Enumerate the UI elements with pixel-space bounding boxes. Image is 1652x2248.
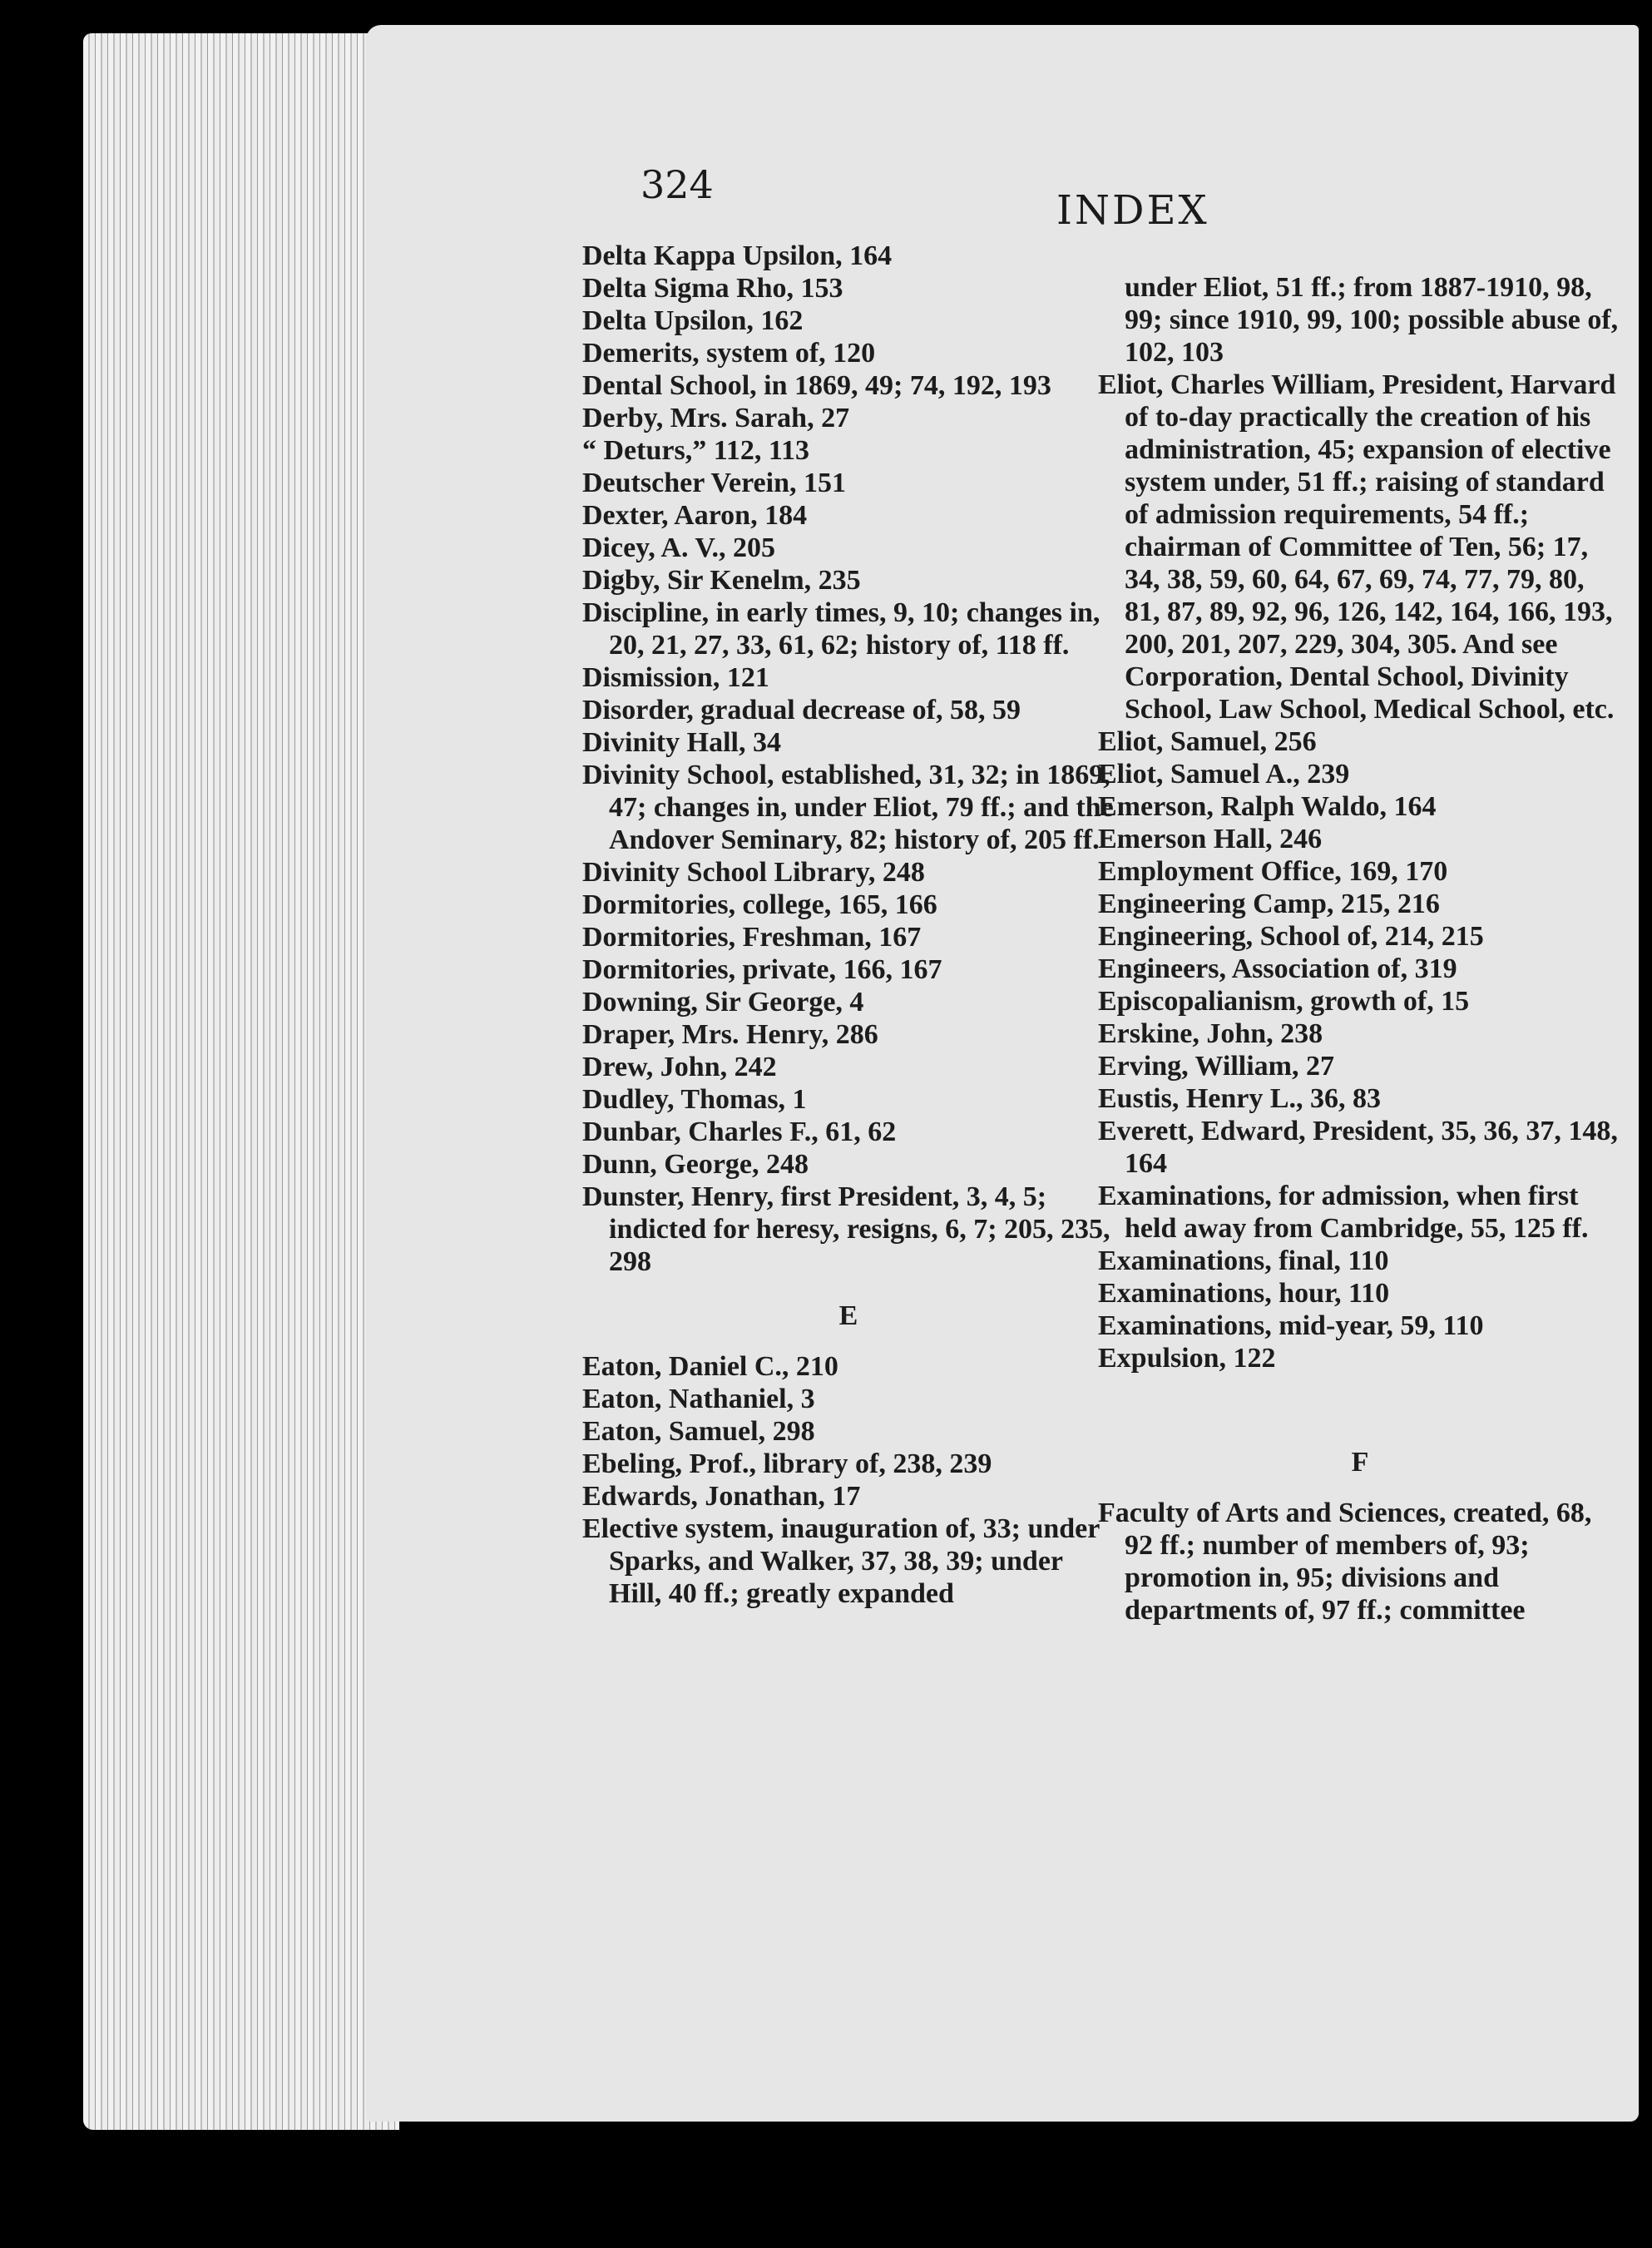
section-letter-e: E [838, 1300, 858, 1331]
book-page-edges [83, 33, 399, 2130]
section-letter-f: F [1351, 1447, 1369, 1478]
index-entry: Everett, Edward, President, 35, 36, 37, 148, 164 [1098, 1116, 1618, 1179]
index-entry: Employment Office, 169, 170 [1098, 856, 1448, 887]
index-entry: Engineering Camp, 215, 216 [1098, 889, 1440, 919]
index-entry: Digby, Sir Kenelm, 235 [582, 565, 861, 596]
index-entry: Downing, Sir George, 4 [582, 987, 864, 1018]
index-entry: Disorder, gradual decrease of, 58, 59 [582, 695, 1021, 725]
index-entry: Deutscher Verein, 151 [582, 468, 847, 498]
index-entry: Eaton, Samuel, 298 [582, 1416, 815, 1447]
index-entry: Erving, William, 27 [1098, 1051, 1335, 1082]
index-entry: Delta Kappa Upsilon, 164 [582, 240, 893, 271]
index-entry: Discipline, in early times, 9, 10; changes in, 20, 21, 27, 33, 61, 62; history of, 118 ff. [582, 597, 1101, 661]
index-column-right [1098, 271, 1622, 1627]
index-entry: Derby, Mrs. Sarah, 27 [582, 403, 850, 433]
index-entry: Divinity School Library, 248 [582, 857, 925, 888]
index-entries-e [582, 1350, 1115, 1610]
index-entry: Draper, Mrs. Henry, 286 [582, 1019, 878, 1050]
index-entry: Eliot, Samuel, 256 [1098, 726, 1317, 757]
index-entry: Dental School, in 1869, 49; 74, 192, 193 [582, 370, 1051, 401]
index-entries-e-continued [1098, 369, 1622, 1374]
index-entry: Emerson Hall, 246 [1098, 824, 1323, 854]
index-entry: Divinity Hall, 34 [582, 727, 781, 758]
index-entry: Dismission, 121 [582, 662, 769, 693]
index-entry: Examinations, mid-year, 59, 110 [1098, 1310, 1484, 1341]
index-entry: Emerson, Ralph Waldo, 164 [1098, 791, 1437, 822]
page-title: INDEX [1056, 187, 1209, 234]
index-entry: Eustis, Henry L., 36, 83 [1098, 1083, 1382, 1114]
index-entry: Ebeling, Prof., library of, 238, 239 [582, 1448, 992, 1479]
index-entry: Delta Sigma Rho, 153 [582, 273, 843, 304]
index-entry: Examinations, final, 110 [1098, 1245, 1389, 1276]
index-entry: Dicey, A. V., 205 [582, 532, 776, 563]
index-entry: Erskine, John, 238 [1098, 1018, 1323, 1049]
index-entry: “ Deturs,” 112, 113 [582, 435, 809, 466]
index-entry: Dormitories, private, 166, 167 [582, 954, 942, 985]
index-entry: Examinations, hour, 110 [1098, 1278, 1390, 1309]
index-entry: Eliot, Charles William, President, Harvard of to-day practically the creation of his administration, 45; expansion of elective system under, 51 ff.; raising of standard of admission requirements, 54 ff.; chairman of Committee of Ten, 56; 17, 34, 38, 59, 60, 64, 67, 69, 74, 77, 79, 80, 81, 87, 89, 92, 96, 126, 142, 164, 166, 193, 200, 201, 207, 229, 304, 305. And see Corporation, Dental School, Divinity School, Law School, Medical School, etc. [1098, 369, 1616, 725]
index-entry-continuation: under Eliot, 51 ff.; from 1887-1910, 98, 99; since 1910, 99, 100; possible abuse of, 102, 103 [1125, 272, 1619, 368]
index-entry: Divinity School, established, 31, 32; in 1869, 47; changes in, under Eliot, 79 ff.; and the Andover Seminary, 82; history of, 205 ff. [582, 760, 1114, 855]
index-entry: Dormitories, Freshman, 167 [582, 922, 922, 953]
index-entry: Dudley, Thomas, 1 [582, 1084, 807, 1115]
index-entry: Delta Upsilon, 162 [582, 305, 804, 336]
index-column-left [582, 240, 1115, 1610]
index-entry: Engineers, Association of, 319 [1098, 953, 1457, 984]
index-entry: Dunn, George, 248 [582, 1149, 809, 1180]
index-entry: Dexter, Aaron, 184 [582, 500, 808, 531]
index-entry: Eliot, Samuel A., 239 [1098, 759, 1350, 790]
index-entry: Examinations, for admission, when first held away from Cambridge, 55, 125 ff. [1098, 1181, 1589, 1244]
index-entry: Faculty of Arts and Sciences, created, 68, 92 ff.; number of members of, 93; promotion in, 95; divisions and departments of, 97 ff.; committee [1098, 1498, 1592, 1626]
index-entry: Expulsion, 122 [1098, 1343, 1276, 1374]
index-entry: Demerits, system of, 120 [582, 338, 876, 369]
index-entry: Eaton, Nathaniel, 3 [582, 1384, 815, 1414]
index-entry: Elective system, inauguration of, 33; under Sparks, and Walker, 37, 38, 39; under Hill, 40 ff.; greatly expanded [582, 1513, 1100, 1609]
index-entries-f [1098, 1497, 1622, 1627]
index-entry: Dunbar, Charles F., 61, 62 [582, 1117, 897, 1147]
index-entry: Eaton, Daniel C., 210 [582, 1351, 838, 1382]
index-entry: Edwards, Jonathan, 17 [582, 1481, 861, 1512]
index-entries-d [582, 240, 1115, 1278]
index-entry: Engineering, School of, 214, 215 [1098, 921, 1484, 952]
index-entry: Episcopalianism, growth of, 15 [1098, 986, 1470, 1017]
index-entry: Dormitories, college, 165, 166 [582, 889, 937, 920]
index-entry: Dunster, Henry, first President, 3, 4, 5; indicted for heresy, resigns, 6, 7; 205, 235, 298 [582, 1181, 1110, 1277]
page-number: 324 [641, 162, 714, 207]
index-entry: Drew, John, 242 [582, 1052, 777, 1082]
